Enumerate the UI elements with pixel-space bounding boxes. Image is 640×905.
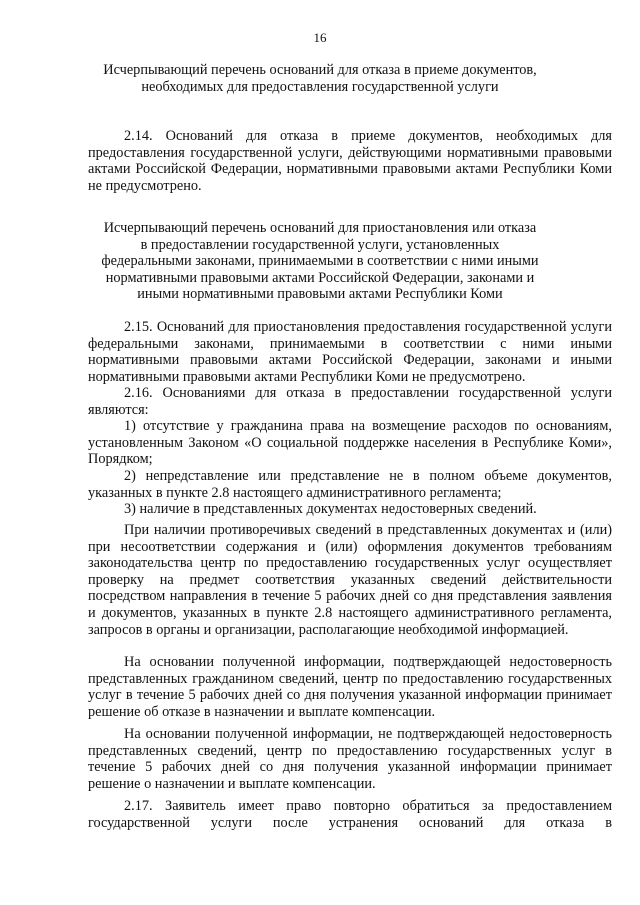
list-item-3: 3) наличие в представленных документах недостоверных сведений. — [124, 501, 537, 517]
paragraph-confirming-info: На основании полученной информации, подтверждающей недостоверность представленных гражданином сведений, центр по предоставлению государственных услуг в течение 5 рабочих дней со дня получения указанной информации принимает решение об отказе в назначении и выплате компенсации. — [88, 654, 612, 720]
paragraph-contradictory-info: При наличии противоречивых сведений в представленных документах и (или) при несоответствии содержания и (или) оформления документов требованиям законодательства центр по предоставлению государственных услуг осуществляет проверку на предмет соответствия указанных сведений действительности посредством направления в течение 5 рабочих дней со дня представления заявления и документов, указанных в пункте 2.8 настоящего административного регламента, запросов в органы и организации, располагающие необходимой информацией. — [88, 522, 612, 638]
paragraph-2-16: 2.16. Основаниями для отказа в предоставлении государственной услуги являются: — [88, 385, 612, 418]
paragraph-2-14: 2.14. Оснований для отказа в приеме документов, необходимых для предоставления государственной услуги, действующими нормативными правовыми актами Российской Федерации, нормативными правовыми актами Республики Коми не предусмотрено. — [88, 128, 612, 194]
section-heading-suspension-refusal: Исчерпывающий перечень оснований для приостановления или отказа в предоставлении государственной услуги, установленных федеральными законами, принимаемыми в соответствии с ними иными нормативными правовыми актами Российской Федерации, законами и иными нормативными правовыми актами Республики Коми — [101, 220, 539, 303]
paragraph-not-confirming-info: На основании полученной информации, не подтверждающей недостоверность представленных сведений, центр по предоставлению государственных услуг в течение 5 рабочих дней со дня получения указанной информации принимает решение о назначении и выплате компенсации. — [88, 726, 612, 792]
section-heading-refusal-reception: Исчерпывающий перечень оснований для отказа в приеме документов, необходимых для предоставления государственной услуги — [103, 62, 537, 95]
page-number: 16 — [313, 30, 327, 45]
list-item-1: 1) отсутствие у гражданина права на возмещение расходов по основаниям, установленным Законом «О социальной поддержке населения в Республике Коми», Порядком; — [88, 418, 612, 468]
paragraph-2-15: 2.15. Оснований для приостановления предоставления государственной услуги федеральными законами, принимаемыми в соответствии с ними иными нормативными правовыми актами Российской Федерации, законами и иными нормативными правовыми актами Республики Коми не предусмотрено. — [88, 319, 612, 385]
paragraph-2-17: 2.17. Заявитель имеет право повторно обратиться за предоставлением государственной услуги после устранения оснований для отказа в — [88, 798, 612, 831]
list-item-2: 2) непредставление или представление не в полном объеме документов, указанных в пункте 2.8 настоящего административного регламента; — [88, 468, 612, 501]
